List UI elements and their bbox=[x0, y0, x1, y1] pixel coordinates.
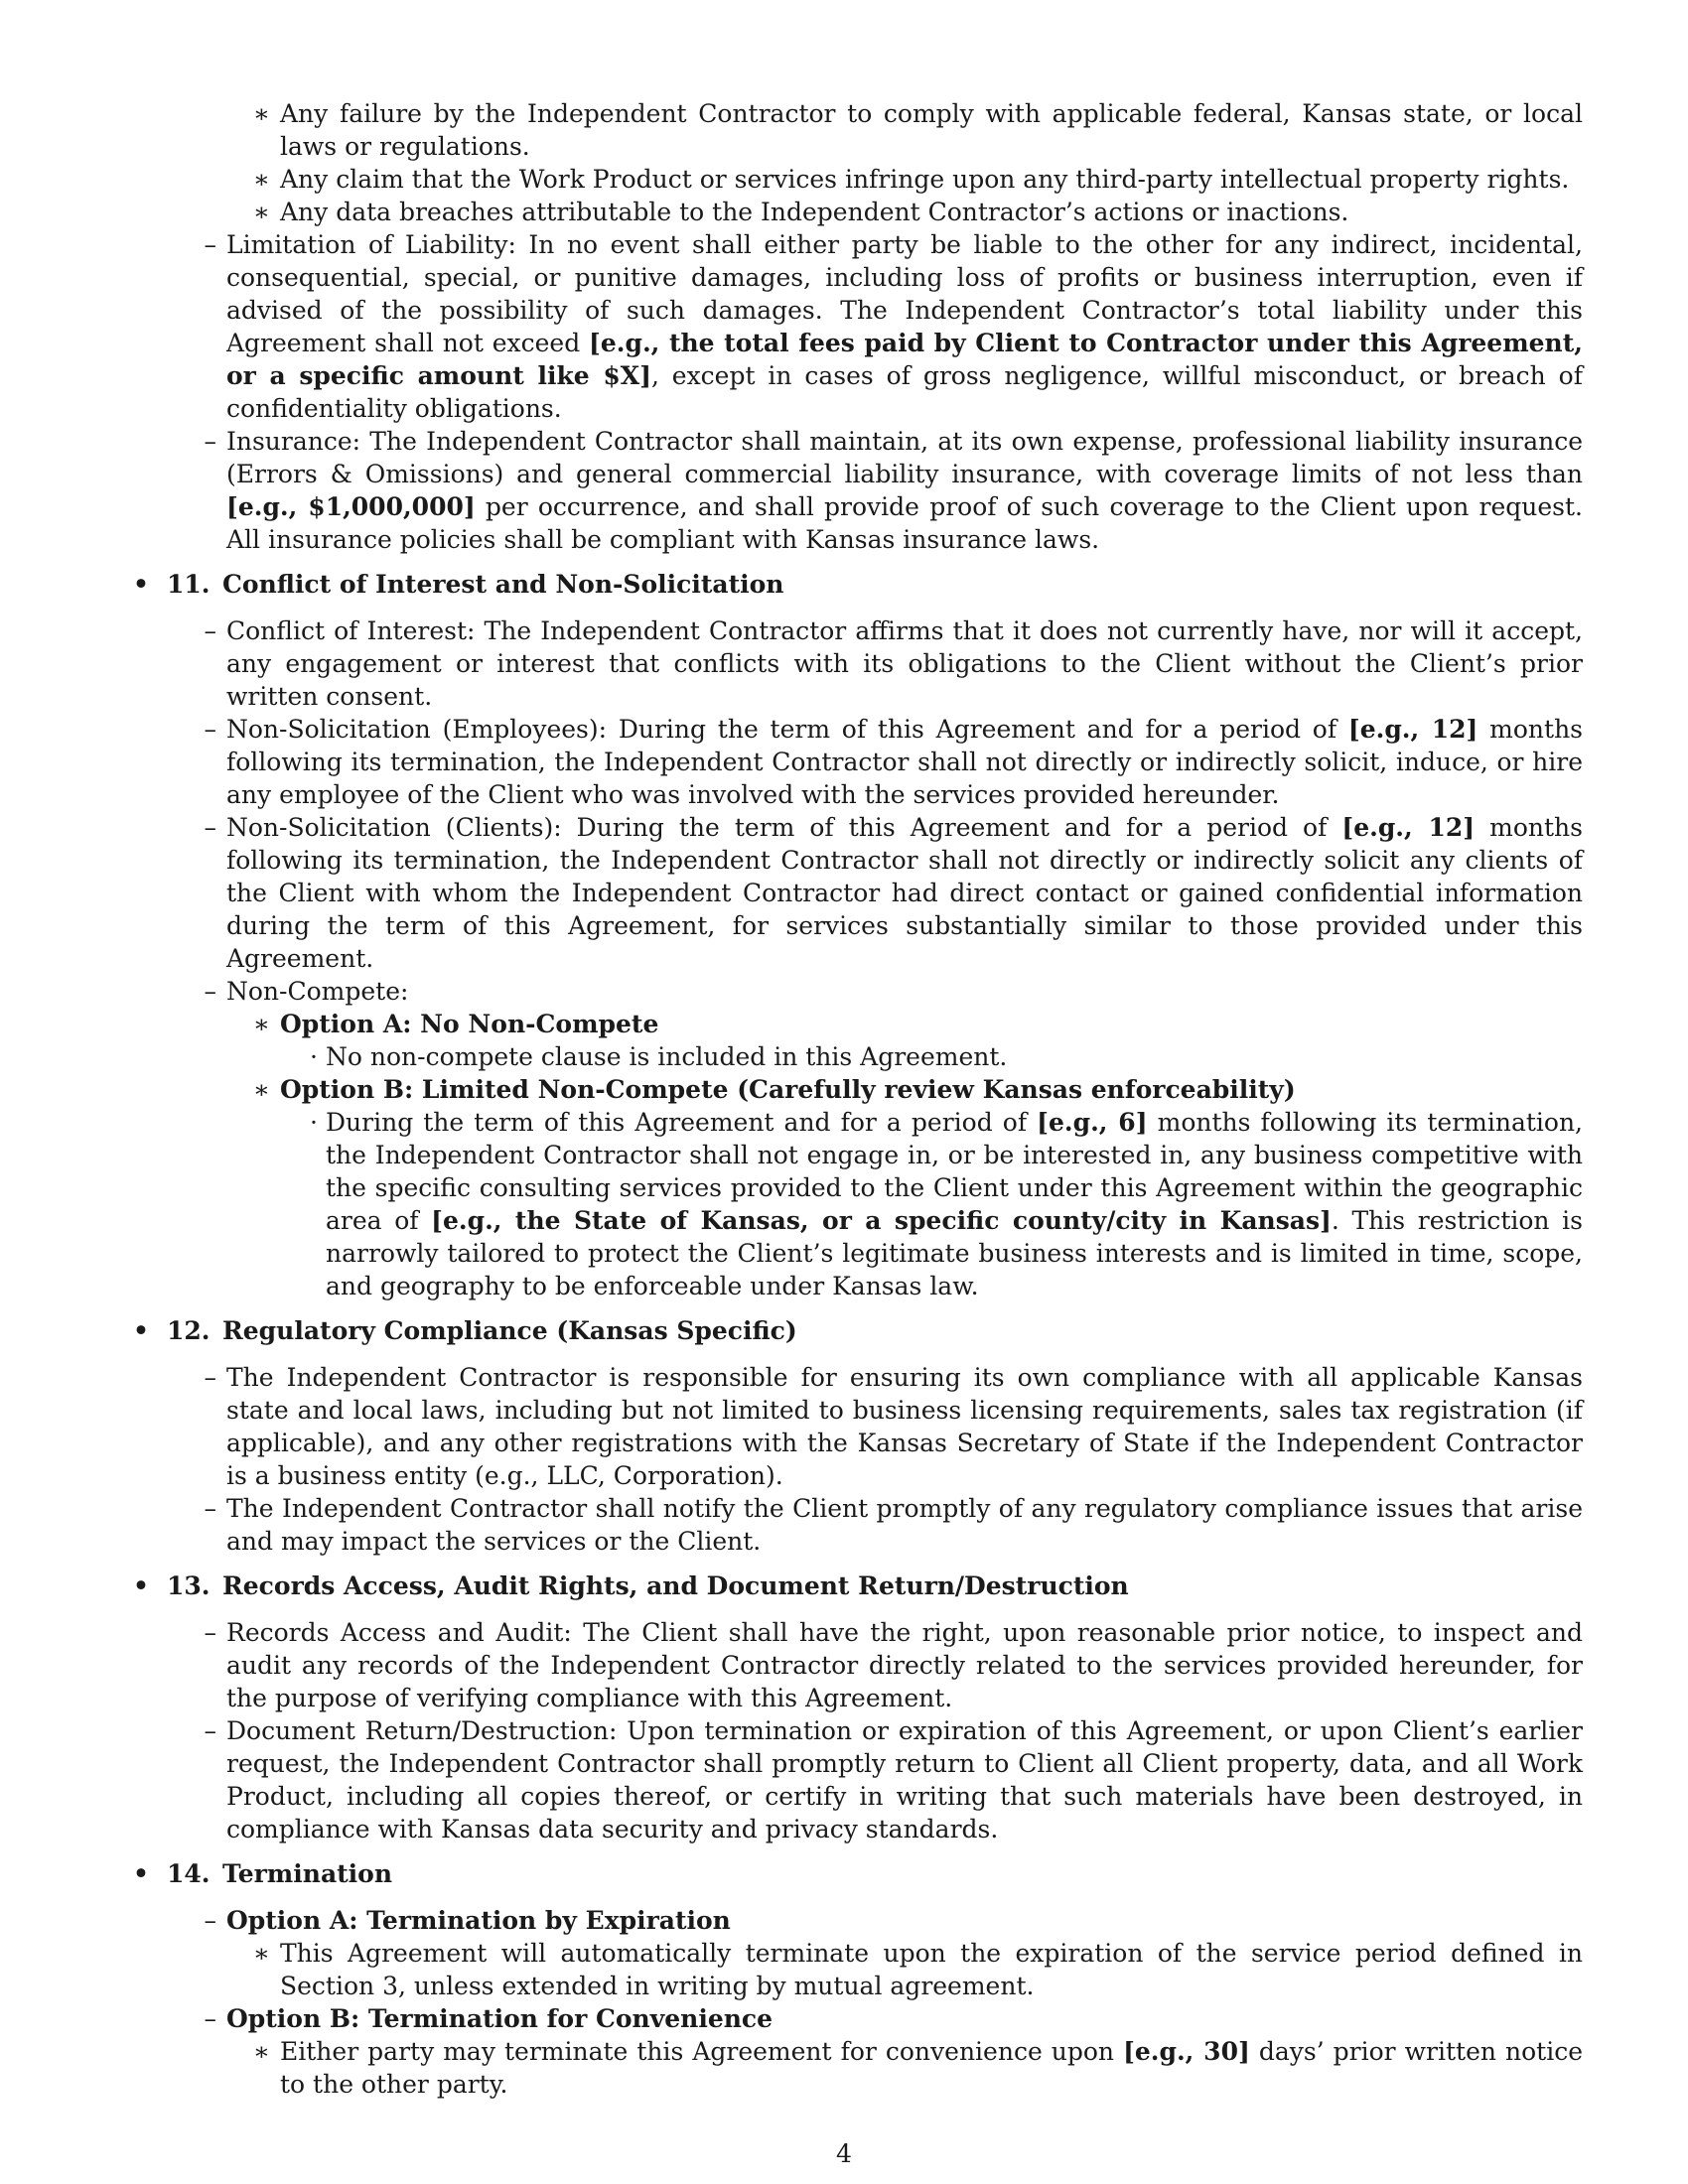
dash-marker: – bbox=[204, 1906, 216, 1935]
insurance-clause: – Insurance: The Independent Contractor shall maintain, at its own expense, professional liability insurance (Errors & Omissions) and general commercial liability insurance, with coverage limits of not less than [e.g., $1,000,000] per occurrence, and shall provide proof of such coverage to the Client upon request. All insurance policies shall be compliant with Kansas insurance laws. bbox=[133, 425, 1583, 556]
indemnity-item-laws: ∗ Any failure by the Independent Contractor to comply with applicable federal, Kansas state, or local laws or regulations. bbox=[133, 97, 1583, 163]
section-number: 13. bbox=[167, 1571, 211, 1600]
conflict-of-interest: – Conflict of Interest: The Independent Contractor affirms that it does not currently have, nor will it accept, any engagement or interest that conflicts with its obligations to the Client without the Client’s prior written consent. bbox=[133, 614, 1583, 713]
placeholder: [e.g., the State of Kansas, or a specific county/city in Kansas] bbox=[431, 1206, 1332, 1235]
dash-marker: – bbox=[204, 2004, 216, 2033]
placeholder: [e.g., 30] bbox=[1123, 2037, 1250, 2066]
indemnity-item-ip: ∗ Any claim that the Work Product or services infringe upon any third-party intellectual property rights. bbox=[133, 163, 1583, 196]
non-solicitation-employees: – Non-Solicitation (Employees): During the term of this Agreement and for a period of [e.g., 12] months following its termination, the Independent Contractor shall not directly or indirectly solicit, induce, or hire any employee of the Client who was involved with the services provided hereunder. bbox=[133, 713, 1583, 811]
bullet-marker: • bbox=[133, 570, 149, 599]
limitation-of-liability: – Limitation of Liability: In no event shall either party be liable to the other for any indirect, incidental, consequential, special, or punitive damages, including loss of profits or business interruption, even if advised of the possibility of such damages. The Independent Contractor’s total liability under this Agreement shall not exceed [e.g., the total fees paid by Client to Contractor under this Agreement, or a specific amount like $X], except in cases of gross negligence, willful misconduct, or breach of confidentiality obligations. bbox=[133, 228, 1583, 425]
dash-marker: – bbox=[204, 1363, 216, 1392]
section-12-heading bbox=[133, 1314, 1583, 1347]
bullet-marker: • bbox=[133, 1859, 149, 1888]
star-marker: ∗ bbox=[253, 1939, 270, 1968]
indemnity-item-data-breach: ∗ Any data breaches attributable to the Independent Contractor’s actions or inactions. bbox=[133, 196, 1583, 228]
termination-option-a: – Option A: Termination by Expiration bbox=[133, 1904, 1583, 1937]
non-compete: – Non-Compete: bbox=[133, 975, 1583, 1008]
star-marker: ∗ bbox=[253, 99, 270, 128]
dash-marker: – bbox=[204, 616, 216, 645]
star-marker: ∗ bbox=[253, 2037, 270, 2066]
insurance-limit-placeholder: [e.g., $1,000,000] bbox=[226, 492, 476, 521]
dash-marker: – bbox=[204, 1494, 216, 1523]
page-content bbox=[133, 97, 1583, 2101]
non-compete-option-b: ∗ Option B: Limited Non-Compete (Carefully review Kansas enforceability) bbox=[133, 1073, 1583, 1106]
placeholder: [e.g., 6] bbox=[1037, 1108, 1148, 1137]
section-number: 12. bbox=[167, 1316, 211, 1345]
termination-option-b: – Option B: Termination for Convenience bbox=[133, 2002, 1583, 2035]
non-compete-option-a: ∗ Option A: No Non-Compete bbox=[133, 1008, 1583, 1040]
bullet-marker: • bbox=[133, 1571, 149, 1600]
placeholder: [e.g., 12] bbox=[1341, 813, 1476, 842]
star-marker: ∗ bbox=[253, 1010, 270, 1038]
section-number: 14. bbox=[167, 1859, 211, 1888]
section-number: 11. bbox=[167, 570, 211, 599]
section-title: Regulatory Compliance (Kansas Specific) bbox=[222, 1316, 797, 1345]
non-compete-option-a-text: · No non-compete clause is included in this Agreement. bbox=[133, 1040, 1583, 1073]
star-marker: ∗ bbox=[253, 1075, 270, 1104]
termination-option-a-text: ∗ This Agreement will automatically terminate upon the expiration of the service period defined in Section 3, unless extended in writing by mutual agreement. bbox=[133, 1937, 1583, 2002]
regulatory-compliance-notification: – The Independent Contractor shall notify the Client promptly of any regulatory compliance issues that arise and may impact the services or the Client. bbox=[133, 1492, 1583, 1558]
non-compete-option-b-text: · During the term of this Agreement and for a period of [e.g., 6] months following its termination, the Independent Contractor shall not engage in, or be interested in, any business competitive with the specific consulting services provided to the Client under this Agreement within the geographic area of [e.g., the State of Kansas, or a specific county/city in Kansas]. This restriction is narrowly tailored to protect the Client’s legitimate business interests and is limited in time, scope, and geography to be enforceable under Kansas law. bbox=[133, 1106, 1583, 1302]
bullet-marker: • bbox=[133, 1316, 149, 1345]
section-11-heading bbox=[133, 568, 1583, 601]
dash-marker: – bbox=[204, 1716, 216, 1745]
star-marker: ∗ bbox=[253, 198, 270, 226]
dash-marker: – bbox=[204, 977, 216, 1006]
liability-cap-placeholder: [e.g., the total fees paid by Client to Contractor under this Agreement, or a specific amount like $X] bbox=[226, 329, 1583, 390]
star-marker: ∗ bbox=[253, 165, 270, 194]
section-title: Termination bbox=[222, 1859, 393, 1888]
termination-option-b-text: ∗ Either party may terminate this Agreement for convenience upon [e.g., 30] days’ prior written notice to the other party. bbox=[133, 2035, 1583, 2101]
section-14-heading bbox=[133, 1857, 1583, 1890]
dash-marker: – bbox=[204, 230, 216, 259]
placeholder: [e.g., 12] bbox=[1347, 715, 1478, 744]
section-title: Conflict of Interest and Non-Solicitation bbox=[222, 570, 784, 599]
dot-marker: · bbox=[310, 1108, 318, 1137]
records-access-audit: – Records Access and Audit: The Client shall have the right, upon reasonable prior notice, to inspect and audit any records of the Independent Contractor directly related to the services provided hereunder, for the purpose of verifying compliance with this Agreement. bbox=[133, 1616, 1583, 1714]
dash-marker: – bbox=[204, 715, 216, 744]
regulatory-compliance-responsibility: – The Independent Contractor is responsible for ensuring its own compliance with all applicable Kansas state and local laws, including but not limited to business licensing requirements, sales tax registration (if applicable), and any other registrations with the Kansas Secretary of State if the Independent Contractor is a business entity (e.g., LLC, Corporation). bbox=[133, 1361, 1583, 1492]
section-title: Records Access, Audit Rights, and Document Return/Destruction bbox=[222, 1571, 1129, 1600]
document-return-destruction: – Document Return/Destruction: Upon termination or expiration of this Agreement, or upon Client’s earlier request, the Independent Contractor shall promptly return to Client all Client property, data, and all Work Product, including all copies thereof, or certify in writing that such materials have been destroyed, in compliance with Kansas data security and privacy standards. bbox=[133, 1714, 1583, 1845]
section-13-heading bbox=[133, 1570, 1583, 1602]
dash-marker: – bbox=[204, 1618, 216, 1647]
dot-marker: · bbox=[310, 1042, 318, 1071]
page-number: 4 bbox=[836, 2139, 852, 2168]
dash-marker: – bbox=[204, 427, 216, 456]
non-solicitation-clients: – Non-Solicitation (Clients): During the term of this Agreement and for a period of [e.g., 12] months following its termination, the Independent Contractor shall not directly or indirectly solicit any clients of the Client with whom the Independent Contractor had direct contact or gained confidential information during the term of this Agreement, for services substantially similar to those provided under this Agreement. bbox=[133, 811, 1583, 975]
dash-marker: – bbox=[204, 813, 216, 842]
